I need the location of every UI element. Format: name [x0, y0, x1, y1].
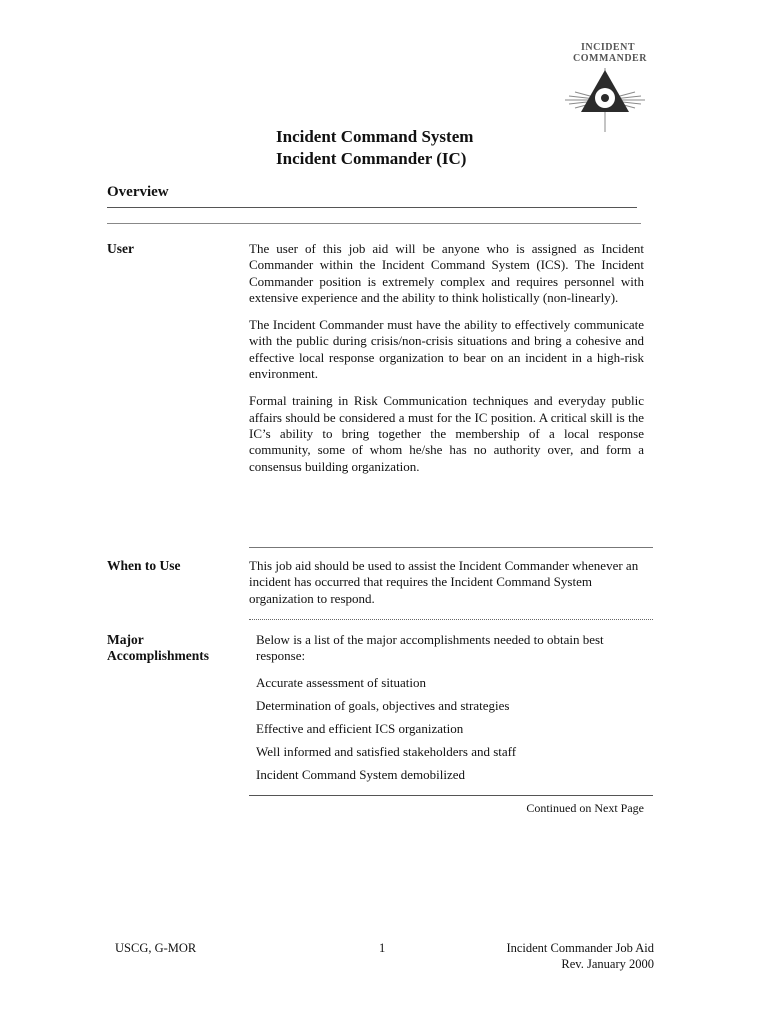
when-to-use-divider	[249, 547, 653, 548]
major-accomplishments-label	[107, 632, 209, 664]
continued-note: Continued on Next Page	[526, 801, 644, 815]
major-accomplishments-label-line2: Accomplishments	[107, 648, 209, 663]
footer-left: USCG, G-MOR	[115, 941, 197, 955]
footer-right	[440, 940, 654, 972]
title-line2: Incident Commander (IC)	[276, 149, 467, 168]
user-paragraph-1: The user of this job aid will be anyone who is assigned as Incident Commander within the Incident Command System (ICS). The Incident Commander position is extremely complex and requires personnel with extensive experience and the ability to think holistically (non-linearly).	[249, 241, 644, 305]
overview-heading: Overview	[107, 184, 169, 200]
list-item: Effective and efficient ICS organization	[256, 720, 464, 736]
ics-triangle-emblem-icon	[555, 40, 655, 140]
user-label: User	[107, 241, 134, 256]
user-paragraph-2: The Incident Commander must have the ability to effectively communicate with the public during crisis/non-crisis situations and bring a cohesive and effective local response organization to bear on an incident in a high-risk environment.	[249, 317, 644, 382]
accomplishments-divider	[249, 619, 653, 620]
continued-divider	[249, 795, 653, 796]
when-to-use-label: When to Use	[107, 558, 181, 573]
document-title	[276, 126, 473, 170]
list-item: Incident Command System demobilized	[256, 766, 466, 782]
accomplishments-intro: Below is a list of the major accomplishments needed to obtain best response:	[256, 632, 604, 664]
major-accomplishments-label-line1: Major	[107, 632, 144, 647]
user-paragraph-3: Formal training in Risk Communication techniques and everyday public affairs should be considered a must for the IC position. A critical skill is the IC’s ability to bring together the membership of a local response community, some of whom he/she has no authority over, and form a consensus building organization.	[249, 393, 644, 474]
incident-commander-logo	[555, 40, 655, 140]
when-to-use-text: This job aid should be used to assist the Incident Commander whenever an incident has occurred that requires the Incident Command System organization to respond.	[249, 558, 639, 606]
list-item: Determination of goals, objectives and strategies	[256, 697, 510, 713]
footer-right-line2: Rev. January 2000	[561, 957, 654, 971]
major-accomplishments-body	[256, 632, 646, 783]
title-line1: Incident Command System	[276, 127, 474, 146]
list-item: Well informed and satisfied stakeholders and staff	[256, 743, 517, 759]
footer-right-line1: Incident Commander Job Aid	[506, 941, 654, 955]
overview-divider	[107, 207, 637, 208]
logo-text-line2: COMMANDER	[573, 53, 647, 64]
user-section-body	[249, 241, 644, 475]
section-divider	[107, 223, 641, 224]
list-item: Accurate assessment of situation	[256, 674, 427, 690]
page-number: 1	[379, 941, 386, 955]
logo-text-line1: INCIDENT	[580, 42, 635, 53]
